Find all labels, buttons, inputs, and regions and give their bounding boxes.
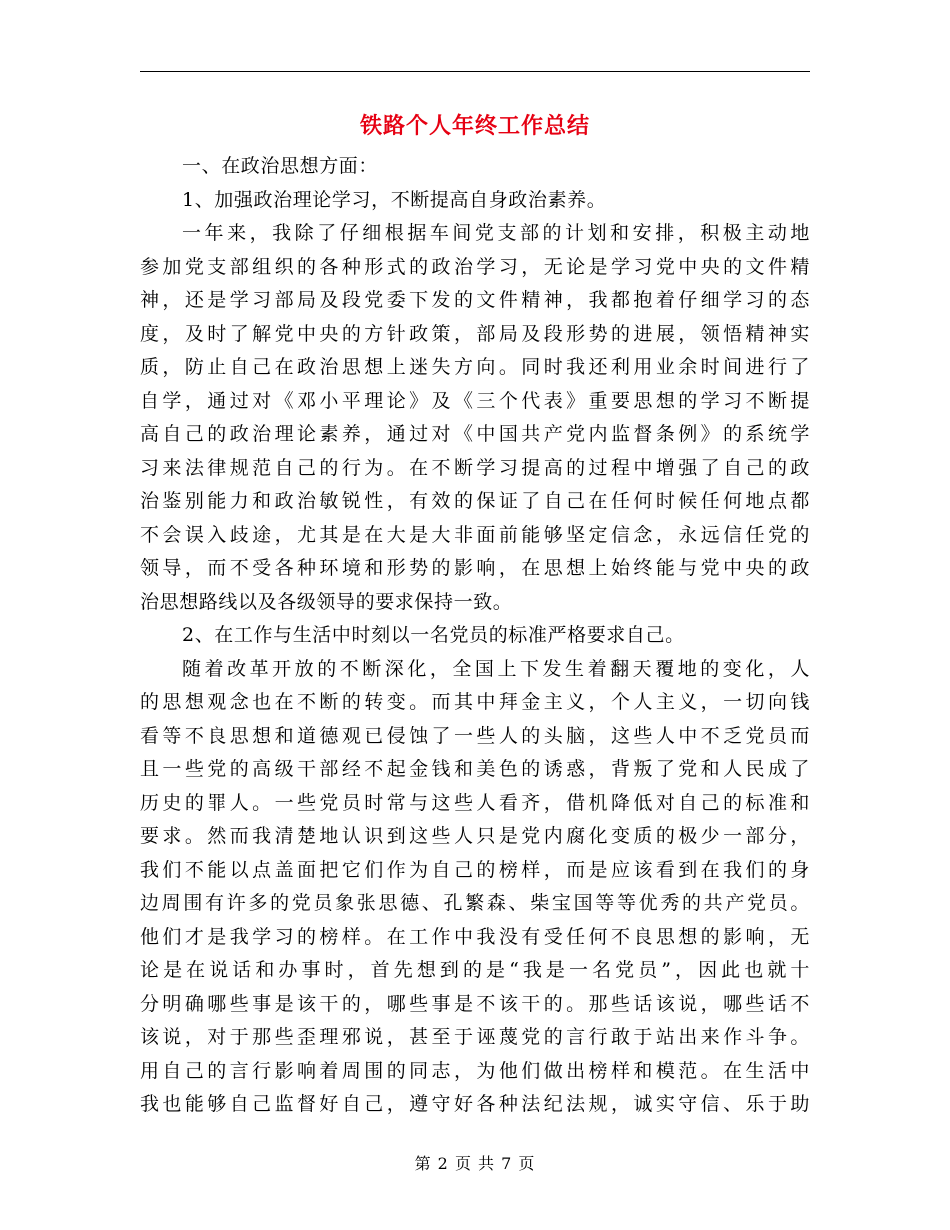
body-text-line: 不会误入歧途，尤其是在大是大非面前能够坚定信念，永远信任党的 (140, 523, 810, 546)
body-text-line: 领导，而不受各种环境和形势的影响，在思想上始终能与党中央的政 (140, 557, 810, 579)
body-text-line: 要求。然而我清楚地认识到这些人只是党内腐化变质的极少一部分， (140, 825, 810, 847)
body-text-line: 1、加强政治理论学习，不断提高自身政治素养。 (182, 188, 607, 211)
body-text-line: 我们不能以点盖面把它们作为自己的榜样，而是应该看到在我们的身 (140, 858, 810, 881)
body-text-line: 用自己的言行影响着周围的同志，为他们做出榜样和模范。在生活中 (140, 1059, 810, 1082)
body-text-line: 一、在政治思想方面： (182, 155, 379, 177)
body-text-line: 神，还是学习部局及段党委下发的文件精神，我都抱着仔细学习的态 (140, 289, 810, 311)
body-text-line: 一年来，我除了仔细根据车间党支部的计划和安排，积极主动地 (182, 222, 810, 244)
page-number-footer: 第 2 页 共 7 页 (414, 1154, 536, 1173)
body-text-line: 看等不良思想和道德观已侵蚀了一些人的头脑，这些人中不乏党员而 (140, 724, 810, 747)
body-text-line: 边周围有许多的党员象张思德、孔繁森、柴宝国等等优秀的共产党员。 (140, 892, 810, 914)
body-text-line: 参加党支部组织的各种形式的政治学习，无论是学习党中央的文件精 (140, 255, 810, 278)
body-text-line: 且一些党的高级干部经不起金钱和美色的诱惑，背叛了党和人民成了 (140, 758, 810, 780)
body-text-line: 分明确哪些事是该干的，哪些事是不该干的。那些话该说，哪些话不 (140, 992, 810, 1015)
body-text-line: 论是在说话和办事时，首先想到的是“我是一名党员”，因此也就十 (140, 959, 810, 981)
body-text-line: 该说，对于那些歪理邪说，甚至于诬蔑党的言行敢于站出来作斗争。 (140, 1026, 810, 1048)
body-text-line: 历史的罪人。一些党员时常与这些人看齐，借机降低对自己的标准和 (140, 791, 810, 814)
header-rule (140, 71, 810, 72)
body-text-line: 2、在工作与生活中时刻以一名党员的标准严格要求自己。 (182, 624, 685, 646)
body-text-line: 度，及时了解党中央的方针政策，部局及段形势的进展，领悟精神实 (140, 322, 810, 345)
body-text-line: 自学，通过对《邓小平理论》及《三个代表》重要思想的学习不断提 (140, 389, 810, 412)
document-body (140, 150, 810, 1122)
body-text-line: 他们才是我学习的榜样。在工作中我没有受任何不良思想的影响，无 (140, 925, 810, 948)
body-text-line: 治鉴别能力和政治敏锐性，有效的保证了自己在任何时候任何地点都 (140, 490, 810, 512)
body-text-line: 的思想观念也在不断的转变。而其中拜金主义，个人主义，一切向钱 (140, 691, 810, 713)
body-text-line: 高自己的政治理论素养，通过对《中国共产党内监督条例》的系统学 (140, 423, 810, 445)
body-text-line: 习来法律规范自己的行为。在不断学习提高的过程中增强了自己的政 (140, 456, 810, 479)
document-title: 铁路个人年终工作总结 (359, 113, 590, 139)
body-text-line: 我也能够自己监督好自己，遵守好各种法纪法规，诚实守信、乐于助 (140, 1093, 810, 1115)
body-text-line: 质，防止自己在政治思想上迷失方向。同时我还利用业余时间进行了 (140, 356, 810, 378)
body-text-line: 治思想路线以及各级领导的要求保持一致。 (140, 590, 513, 613)
body-text-line: 随着改革开放的不断深化，全国上下发生着翻天覆地的变化，人 (182, 657, 810, 680)
